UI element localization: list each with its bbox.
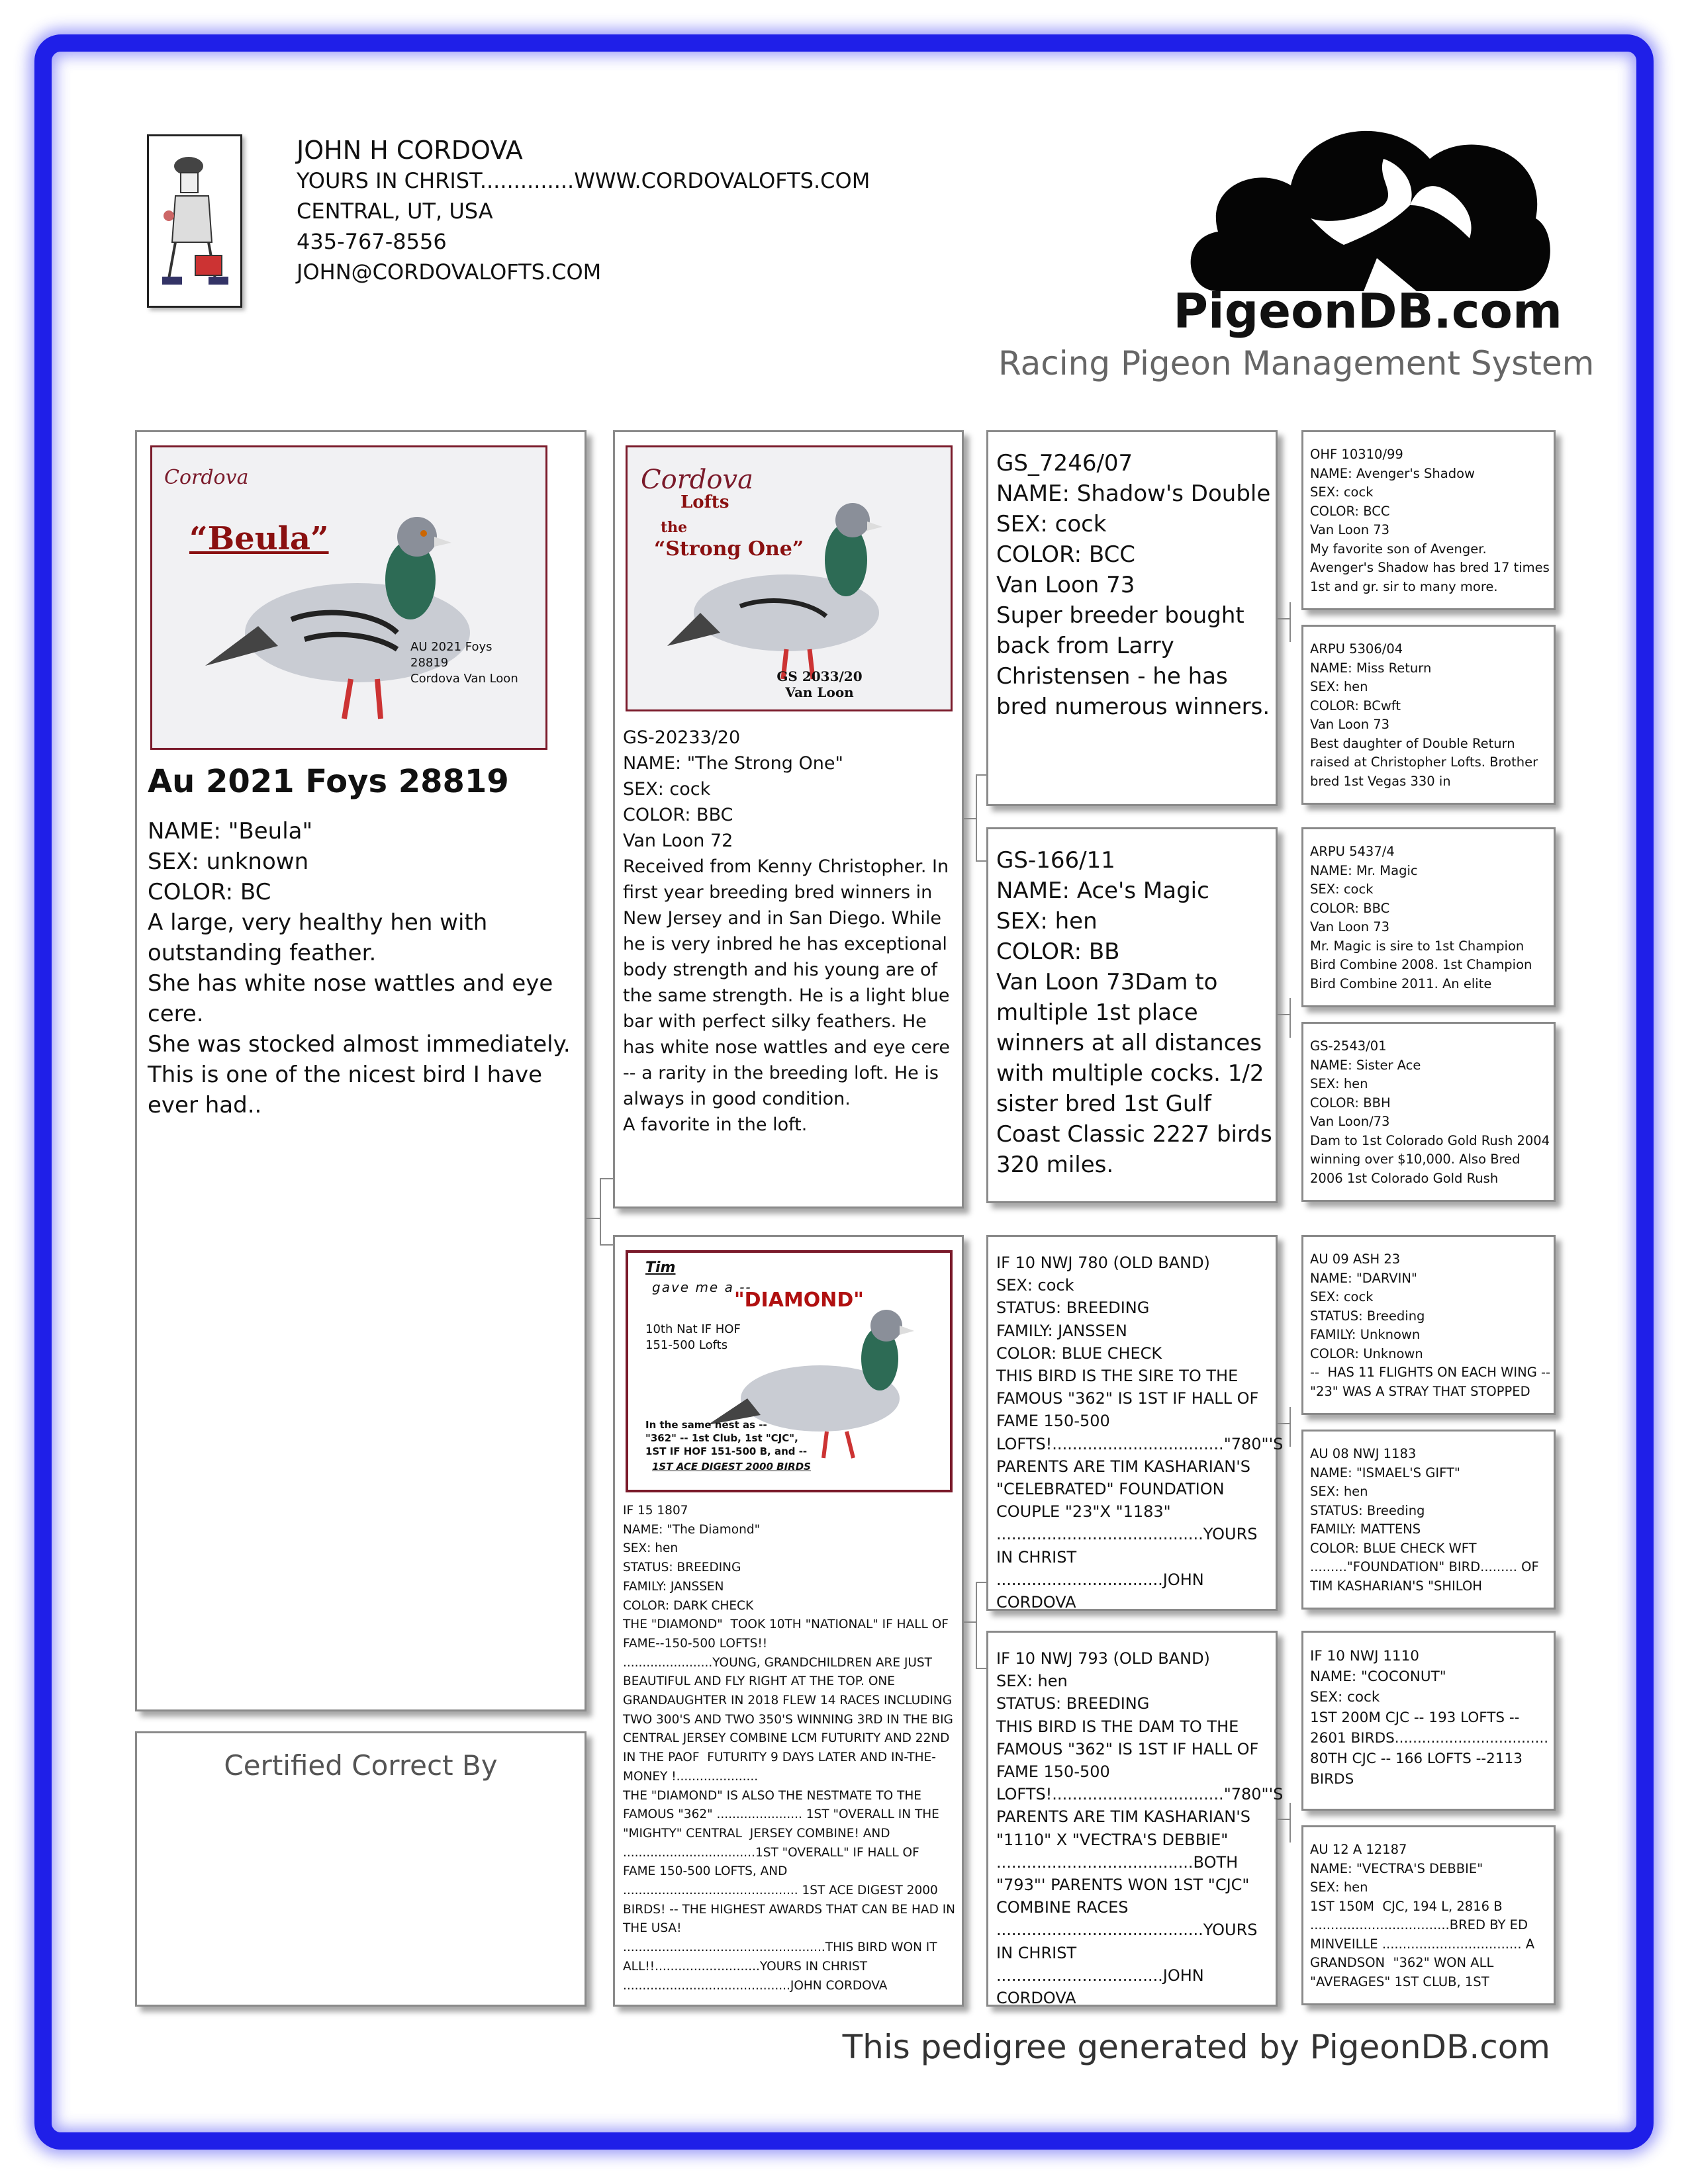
dam-card <box>613 1235 964 2007</box>
connector-ds <box>1278 1423 1289 1424</box>
connector-dam <box>964 1621 976 1623</box>
connector-dam-top <box>976 1582 986 1583</box>
sire-photo-name: “Strong One” <box>654 537 804 561</box>
sire-photo-the: the <box>661 519 688 536</box>
dam-photo-line2: gave me a -- <box>652 1279 752 1295</box>
connector-sd-vertical <box>1289 998 1291 1038</box>
connector-ds-vertical <box>1289 1407 1291 1447</box>
dam-photo-name: "DIAMOND" <box>734 1289 864 1312</box>
subject-photo-name: “Beula” <box>189 520 329 557</box>
dam-photo-line4: In the same nest as -- "362" -- 1st Club, 1st "CJC", 1ST IF HOF 151-500 B, and -- <box>645 1419 808 1457</box>
certified-box <box>135 1731 586 2007</box>
connector-sire-top <box>976 774 986 776</box>
brand-tagline: Racing Pigeon Management System <box>998 344 1595 383</box>
connector-dam-bottom <box>976 1668 986 1669</box>
certified-label: Certified Correct By <box>224 1749 498 1782</box>
connector-subject-vertical <box>600 1178 601 1244</box>
dam-photo <box>626 1250 953 1492</box>
owner-location: CENTRAL, UT, USA <box>297 199 493 224</box>
sire-photo-caption: GS 2033/20 Van Loon <box>776 668 863 700</box>
connector-subject-sire <box>600 1178 613 1179</box>
gg-sdd-card <box>1301 1022 1556 1202</box>
granddam-dam-details: IF 10 NWJ 793 (OLD BAND) SEX: hen STATUS: BREEDING THIS BIRD IS THE DAM TO THE FAMOUS "362" IS 1ST IF HALL OF FAME 150-500 LOFTS!.................................."780"'S PARENTS ARE TIM KASHARIAN'S "1110" X "VECTRA'S DEBBIE" .......................................BOTH "793"' PARENTS WON 1ST "CJC" COMBINE RACES .........................................YOURS IN CHRIST .................................JOHN CORDOVA <box>996 1649 1284 2008</box>
connector-sire-bottom <box>976 860 986 862</box>
gg-sds-card <box>1301 827 1556 1007</box>
sire-photo-logo: Cordova <box>641 465 753 495</box>
granddam-sire-details: GS-166/11 NAME: Ace's Magic SEX: hen COLOR: BB Van Loon 73Dam to multiple 1st place winners at all distances with multiple cocks. 1/2 sister bred 1st Gulf Coast Classic 2227 birds 320 miles. <box>996 847 1272 1178</box>
owner-info <box>297 135 870 287</box>
pigeon-icon <box>179 474 549 739</box>
gg-dsd-card <box>1301 1430 1556 1610</box>
connector-sire <box>964 818 976 819</box>
gg-dds-details: IF 10 NWJ 1110 NAME: "COCONUT" SEX: cock 1ST 200M CJC -- 193 LOFTS -- 2601 BIRDS.................................. 80TH CJC -- 166 LOFTS --2113 BIRDS <box>1310 1648 1549 1788</box>
granddam-dam-card <box>986 1631 1284 2008</box>
connector-ss <box>1278 618 1289 619</box>
gg-sss-details: OHF 10310/99 NAME: Avenger's Shadow SEX: cock COLOR: BCC Van Loon 73 My favorite son of Avenger. Avenger's Shadow has bred 17 times 1st and gr. sir to many more. <box>1310 447 1550 594</box>
owner-website[interactable]: YOURS IN CHRIST..............WWW.CORDOVALOFTS.COM <box>297 168 870 193</box>
pigeon-icon <box>654 474 945 692</box>
footer-text[interactable]: This pedigree generated by PigeonDB.com <box>842 2028 1550 2066</box>
gg-sdd-details: GS-2543/01 NAME: Sister Ace SEX: hen COLOR: BBH Van Loon/73 Dam to 1st Colorado Gold Rush 2004 winning over $10,000. Also Bred 2006 1st Colorado Gold Rush <box>1310 1038 1550 1186</box>
gg-ssd-card <box>1301 625 1556 805</box>
gg-dsd-details: AU 08 NWJ 1183 NAME: "ISMAEL'S GIFT" SEX: hen STATUS: Breeding FAMILY: MATTENS COLOR: BLUE CHECK WFT ........."FOUNDATION" BIRD......... OF TIM KASHARIAN'S "SHILOH <box>1310 1446 1539 1594</box>
connector-ss-vertical <box>1289 602 1291 642</box>
gg-ddd-card <box>1301 1825 1556 2005</box>
connector-dam-vertical <box>976 1582 977 1668</box>
connector-subject <box>586 1218 600 1219</box>
sire-card <box>613 430 964 1208</box>
grandsire-dam-card <box>986 1235 1284 1612</box>
connector-sire-vertical <box>976 774 977 860</box>
subject-photo <box>150 445 547 750</box>
cartoon-icon <box>149 136 240 306</box>
subject-details: NAME: "Beula" SEX: unknown COLOR: BC A large, very healthy hen with outstanding feather. She has white nose wattles and eye cere. She was stocked almost immediately. This is one of the nicest bird I have ever had.. <box>148 818 571 1118</box>
grandsire-sire-card <box>986 430 1278 806</box>
gg-sss-card <box>1301 430 1556 610</box>
connector-subject-dam <box>600 1244 613 1246</box>
grandsire-dam-details: IF 10 NWJ 780 (OLD BAND) SEX: cock STATUS: BREEDING FAMILY: JANSSEN COLOR: BLUE CHECK THIS BIRD IS THE SIRE TO THE FAMOUS "362" IS 1ST IF HALL OF FAME 150-500 LOFTS!.................................."780"'S PARENTS ARE TIM KASHARIAN'S "CELEBRATED" FOUNDATION COUPLE "23"X "1183" .........................................YOURS IN CHRIST .................................JOHN CORDOVA <box>996 1253 1284 1612</box>
sire-details: GS-20233/20 NAME: "The Strong One" SEX: cock COLOR: BBC Van Loon 72 Received from Kenny Christopher. In first year breeding bred winners in New Jersey and in San Diego. While he is very inbred he has exceptional body strength and his young are of the same strength. He is a light blue bar with perfect silky feathers. He has white nose wattles and eye cere -- a rarity in the breeding loft. He is always in good condition. A favorite in the loft. <box>623 727 950 1135</box>
gg-dds-card <box>1301 1631 1556 1811</box>
cloud-pigeon-icon <box>1178 106 1562 304</box>
dam-photo-line5: 1ST ACE DIGEST 2000 BIRDS <box>652 1461 811 1473</box>
gg-ssd-details: ARPU 5306/04 NAME: Miss Return SEX: hen COLOR: BCwft Van Loon 73 Best daughter of Double Return raised at Christopher Lofts. Brother bred 1st Vegas 330 in <box>1310 641 1538 789</box>
brand-name: PigeonDB.com <box>1173 283 1562 339</box>
owner-phone: 435-767-8556 <box>297 229 447 254</box>
gg-dss-details: AU 09 ASH 23 NAME: "DARVIN" SEX: cock STATUS: Breeding FAMILY: Unknown COLOR: Unknown -- HAS 11 FLIGHTS ON EACH WING --"23" WAS A STRAY THAT STOPPED <box>1310 1251 1551 1399</box>
sire-photo-logo2: Lofts <box>680 492 729 512</box>
connector-dd <box>1278 1819 1289 1820</box>
owner-email[interactable]: JOHN@CORDOVALOFTS.COM <box>297 259 602 285</box>
dam-photo-line3: 10th Nat IF HOF 151-500 Lofts <box>645 1322 741 1352</box>
granddam-sire-card <box>986 827 1278 1203</box>
subject-card <box>135 430 586 1711</box>
grandsire-sire-details: GS_7246/07 NAME: Shadow's Double SEX: cock COLOR: BCC Van Loon 73 Super breeder bought back from Larry Christensen - he has bred numerous winners. <box>996 450 1271 720</box>
sire-photo <box>626 445 953 711</box>
owner-name: JOHN H CORDOVA <box>297 136 523 165</box>
gg-sds-details: ARPU 5437/4 NAME: Mr. Magic SEX: cock COLOR: BBC Van Loon 73 Mr. Magic is sire to 1st Champion Bird Combine 2008. 1st Champion Bird Combine 2011. An elite <box>1310 844 1532 991</box>
gg-ddd-details: AU 12 A 12187 NAME: "VECTRA'S DEBBIE" SEX: hen 1ST 150M CJC, 194 L, 2816 B ..................................BRED BY ED MINVEILLE .................................. A GRANDSON "362" WON ALL "AVERAGES" 1ST CLUB, 1ST <box>1310 1842 1535 1989</box>
dam-details: IF 15 1807 NAME: "The Diamond" SEX: hen STATUS: BREEDING FAMILY: JANSSEN COLOR: DARK CHECK THE "DIAMOND" TOOK 10TH "NATIONAL" IF HALL OF FAME--150-500 LOFTS!! .......................YOUNG, GRANDCHILDREN ARE JUST BEAUTIFUL AND FLY RIGHT AT THE TOP. ONE GRANDAUGHTER IN 2018 FLEW 14 RACES INCLUDING TWO 300'S AND TWO 350'S WINNING 3RD IN THE BIG CENTRAL JERSEY COMBINE LCM FUTURITY AND 22ND IN THE PAOF FUTURITY 9 DAYS LATER AND IN-THE-MONEY !..................... THE "DIAMOND" IS ALSO THE NESTMATE TO THE FAMOUS "362" ...................... 1ST "OVERALL IN THE "MIGHTY" CENTRAL JERSEY COMBINE! AND ..................................1ST "OVERALL" IF HALL OF FAME 150-500 LOFTS, AND ............................................. 1ST ACE DIGEST 2000 BIRDS! -- THE HIGHEST AWARDS THAT CAN BE HAD IN THE USA! ....................................................THIS BIRD WON IT ALL!!...........................YOURS IN CHRIST ...........................................JOHN CORDOVA <box>623 1504 955 1993</box>
owner-avatar <box>147 134 242 308</box>
connector-dd-vertical <box>1289 1803 1291 1843</box>
subject-photo-logo: Cordova <box>164 466 249 489</box>
subject-title: Au 2021 Foys 28819 <box>148 763 509 800</box>
gg-dss-card <box>1301 1235 1556 1415</box>
subject-photo-caption: AU 2021 Foys 28819 Cordova Van Loon <box>410 640 518 686</box>
connector-sd <box>1278 1014 1289 1015</box>
dam-photo-line1: Tim <box>645 1259 676 1276</box>
